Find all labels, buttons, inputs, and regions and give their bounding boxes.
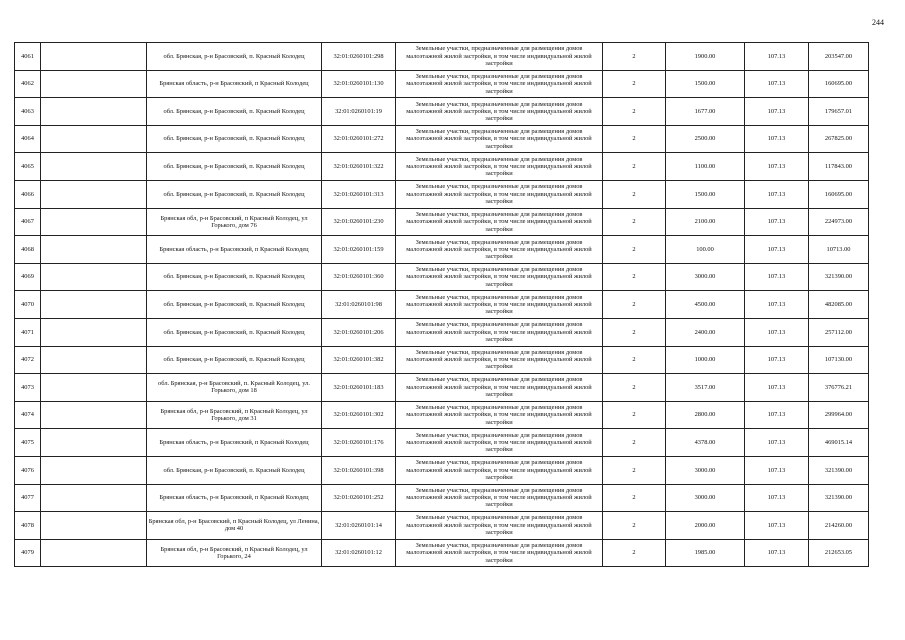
- land-use-cell: Земельные участки, предназначенные для размещения домов малоэтажной жилой застройки, в том числе индивидуальной жилой застройки: [396, 374, 603, 402]
- address-cell: обл. Брянская, р-н Брасовский, п. Красный Колодец: [147, 98, 322, 126]
- group-cell: 2: [603, 512, 666, 540]
- table-row: [15, 456, 869, 484]
- area-cell: 1500.00: [666, 180, 745, 208]
- row-number-cell: 4071: [15, 318, 41, 346]
- land-use-cell: Земельные участки, предназначенные для размещения домов малоэтажной жилой застройки, в том числе индивидуальной жилой застройки: [396, 180, 603, 208]
- address-cell: обл. Брянская, р-н Брасовский, п. Красный Колодец, ул. Горького, дом 18: [147, 374, 322, 402]
- area-cell: 4378.00: [666, 429, 745, 457]
- blank-cell: [41, 401, 147, 429]
- cadastral-number-cell: 32:01:0260101:98: [322, 291, 396, 319]
- cadastral-number-cell: 32:01:0260101:19: [322, 98, 396, 126]
- land-use-cell: Земельные участки, предназначенные для размещения домов малоэтажной жилой застройки, в том числе индивидуальной жилой застройки: [396, 153, 603, 181]
- land-use-cell: Земельные участки, предназначенные для размещения домов малоэтажной жилой застройки, в том числе индивидуальной жилой застройки: [396, 70, 603, 98]
- land-use-cell: Земельные участки, предназначенные для размещения домов малоэтажной жилой застройки, в том числе индивидуальной жилой застройки: [396, 456, 603, 484]
- specific-value-cell: 107.13: [745, 401, 809, 429]
- cadastral-value-cell: 299964.00: [809, 401, 869, 429]
- area-cell: 3000.00: [666, 456, 745, 484]
- page-number: 244: [872, 18, 884, 27]
- table-row: [15, 346, 869, 374]
- address-cell: Брянская область, р-н Брасовский, п Красный Колодец: [147, 429, 322, 457]
- blank-cell: [41, 318, 147, 346]
- address-cell: Брянская обл, р-н Брасовский, п Красный Колодец, ул Горького, дом 31: [147, 401, 322, 429]
- land-use-cell: Земельные участки, предназначенные для размещения домов малоэтажной жилой застройки, в том числе индивидуальной жилой застройки: [396, 429, 603, 457]
- blank-cell: [41, 153, 147, 181]
- area-cell: 1100.00: [666, 153, 745, 181]
- cadastral-value-cell: 321390.00: [809, 263, 869, 291]
- row-number-cell: 4076: [15, 456, 41, 484]
- specific-value-cell: 107.13: [745, 374, 809, 402]
- address-cell: Брянская область, р-н Брасовский, п Красный Колодец: [147, 70, 322, 98]
- blank-cell: [41, 70, 147, 98]
- blank-cell: [41, 98, 147, 126]
- table-row: [15, 484, 869, 512]
- group-cell: 2: [603, 125, 666, 153]
- table-row: [15, 98, 869, 126]
- land-use-cell: Земельные участки, предназначенные для размещения домов малоэтажной жилой застройки, в том числе индивидуальной жилой застройки: [396, 512, 603, 540]
- address-cell: обл. Брянская, р-н Брасовский, п. Красный Колодец: [147, 318, 322, 346]
- cadastral-value-cell: 321390.00: [809, 484, 869, 512]
- cadastral-number-cell: 32:01:0260101:302: [322, 401, 396, 429]
- cadastral-value-cell: 321390.00: [809, 456, 869, 484]
- table-row: [15, 374, 869, 402]
- group-cell: 2: [603, 208, 666, 236]
- address-cell: обл. Брянская, р-н Брасовский, п. Красный Колодец: [147, 346, 322, 374]
- row-number-cell: 4069: [15, 263, 41, 291]
- specific-value-cell: 107.13: [745, 429, 809, 457]
- land-use-cell: Земельные участки, предназначенные для размещения домов малоэтажной жилой застройки, в том числе индивидуальной жилой застройки: [396, 236, 603, 264]
- address-cell: Брянская обл, р-н Брасовский, п Красный Колодец, ул Горького, дом 76: [147, 208, 322, 236]
- cadastral-value-cell: 224973.00: [809, 208, 869, 236]
- table-row: [15, 125, 869, 153]
- land-use-cell: Земельные участки, предназначенные для размещения домов малоэтажной жилой застройки, в том числе индивидуальной жилой застройки: [396, 263, 603, 291]
- table-row: [15, 263, 869, 291]
- table-row: [15, 429, 869, 457]
- address-cell: обл. Брянская, р-н Брасовский, п. Красный Колодец: [147, 43, 322, 71]
- group-cell: 2: [603, 70, 666, 98]
- group-cell: 2: [603, 484, 666, 512]
- specific-value-cell: 107.13: [745, 153, 809, 181]
- cadastral-number-cell: 32:01:0260101:313: [322, 180, 396, 208]
- row-number-cell: 4072: [15, 346, 41, 374]
- cadastral-value-cell: 160695.00: [809, 180, 869, 208]
- specific-value-cell: 107.13: [745, 70, 809, 98]
- cadastral-value-cell: 376776.21: [809, 374, 869, 402]
- blank-cell: [41, 125, 147, 153]
- cadastral-number-cell: 32:01:0260101:206: [322, 318, 396, 346]
- blank-cell: [41, 236, 147, 264]
- land-use-cell: Земельные участки, предназначенные для размещения домов малоэтажной жилой застройки, в том числе индивидуальной жилой застройки: [396, 125, 603, 153]
- cadastral-number-cell: 32:01:0260101:183: [322, 374, 396, 402]
- land-register-table: [14, 42, 869, 567]
- row-number-cell: 4079: [15, 539, 41, 567]
- group-cell: 2: [603, 539, 666, 567]
- address-cell: обл. Брянская, р-н Брасовский, п. Красный Колодец: [147, 125, 322, 153]
- cadastral-value-cell: 10713.00: [809, 236, 869, 264]
- table-row: [15, 539, 869, 567]
- row-number-cell: 4061: [15, 43, 41, 71]
- area-cell: 1677.00: [666, 98, 745, 126]
- cadastral-value-cell: 117843.00: [809, 153, 869, 181]
- land-use-cell: Земельные участки, предназначенные для размещения домов малоэтажной жилой застройки, в том числе индивидуальной жилой застройки: [396, 98, 603, 126]
- area-cell: 2000.00: [666, 512, 745, 540]
- land-use-cell: Земельные участки, предназначенные для размещения домов малоэтажной жилой застройки, в том числе индивидуальной жилой застройки: [396, 401, 603, 429]
- row-number-cell: 4073: [15, 374, 41, 402]
- row-number-cell: 4064: [15, 125, 41, 153]
- blank-cell: [41, 346, 147, 374]
- row-number-cell: 4078: [15, 512, 41, 540]
- address-cell: обл. Брянская, р-н Брасовский, п. Красный Колодец: [147, 291, 322, 319]
- group-cell: 2: [603, 263, 666, 291]
- cadastral-number-cell: 32:01:0260101:14: [322, 512, 396, 540]
- specific-value-cell: 107.13: [745, 318, 809, 346]
- group-cell: 2: [603, 374, 666, 402]
- area-cell: 100.00: [666, 236, 745, 264]
- specific-value-cell: 107.13: [745, 98, 809, 126]
- table-row: [15, 43, 869, 71]
- group-cell: 2: [603, 291, 666, 319]
- land-use-cell: Земельные участки, предназначенные для размещения домов малоэтажной жилой застройки, в том числе индивидуальной жилой застройки: [396, 539, 603, 567]
- blank-cell: [41, 208, 147, 236]
- table-row: [15, 153, 869, 181]
- row-number-cell: 4062: [15, 70, 41, 98]
- cadastral-value-cell: 267825.00: [809, 125, 869, 153]
- address-cell: Брянская область, р-н Брасовский, п Красный Колодец: [147, 484, 322, 512]
- cadastral-number-cell: 32:01:0260101:12: [322, 539, 396, 567]
- blank-cell: [41, 291, 147, 319]
- specific-value-cell: 107.13: [745, 43, 809, 71]
- table-row: [15, 318, 869, 346]
- blank-cell: [41, 180, 147, 208]
- specific-value-cell: 107.13: [745, 484, 809, 512]
- table-row: [15, 180, 869, 208]
- register-body: [15, 43, 869, 567]
- specific-value-cell: 107.13: [745, 208, 809, 236]
- specific-value-cell: 107.13: [745, 236, 809, 264]
- blank-cell: [41, 429, 147, 457]
- cadastral-number-cell: 32:01:0260101:176: [322, 429, 396, 457]
- area-cell: 2800.00: [666, 401, 745, 429]
- cadastral-number-cell: 32:01:0260101:130: [322, 70, 396, 98]
- table-row: [15, 512, 869, 540]
- row-number-cell: 4074: [15, 401, 41, 429]
- area-cell: 1000.00: [666, 346, 745, 374]
- blank-cell: [41, 374, 147, 402]
- group-cell: 2: [603, 98, 666, 126]
- blank-cell: [41, 456, 147, 484]
- group-cell: 2: [603, 236, 666, 264]
- land-use-cell: Земельные участки, предназначенные для размещения домов малоэтажной жилой застройки, в том числе индивидуальной жилой застройки: [396, 43, 603, 71]
- cadastral-value-cell: 212653.05: [809, 539, 869, 567]
- cadastral-value-cell: 179657.01: [809, 98, 869, 126]
- cadastral-value-cell: 107130.00: [809, 346, 869, 374]
- address-cell: обл. Брянская, р-н Брасовский, п. Красный Колодец: [147, 263, 322, 291]
- cadastral-value-cell: 482085.00: [809, 291, 869, 319]
- specific-value-cell: 107.13: [745, 512, 809, 540]
- group-cell: 2: [603, 401, 666, 429]
- cadastral-value-cell: 203547.00: [809, 43, 869, 71]
- row-number-cell: 4063: [15, 98, 41, 126]
- address-cell: Брянская обл, р-н Брасовский, п Красный Колодец, ул Горького, 24: [147, 539, 322, 567]
- cadastral-number-cell: 32:01:0260101:382: [322, 346, 396, 374]
- cadastral-value-cell: 214260.00: [809, 512, 869, 540]
- cadastral-value-cell: 257112.00: [809, 318, 869, 346]
- table-row: [15, 401, 869, 429]
- address-cell: обл. Брянская, р-н Брасовский, п. Красный Колодец: [147, 153, 322, 181]
- land-use-cell: Земельные участки, предназначенные для размещения домов малоэтажной жилой застройки, в том числе индивидуальной жилой застройки: [396, 484, 603, 512]
- row-number-cell: 4077: [15, 484, 41, 512]
- group-cell: 2: [603, 153, 666, 181]
- area-cell: 3000.00: [666, 484, 745, 512]
- cadastral-value-cell: 469015.14: [809, 429, 869, 457]
- cadastral-number-cell: 32:01:0260101:360: [322, 263, 396, 291]
- specific-value-cell: 107.13: [745, 263, 809, 291]
- land-use-cell: Земельные участки, предназначенные для размещения домов малоэтажной жилой застройки, в том числе индивидуальной жилой застройки: [396, 318, 603, 346]
- cadastral-number-cell: 32:01:0260101:272: [322, 125, 396, 153]
- specific-value-cell: 107.13: [745, 291, 809, 319]
- blank-cell: [41, 512, 147, 540]
- area-cell: 2100.00: [666, 208, 745, 236]
- specific-value-cell: 107.13: [745, 180, 809, 208]
- cadastral-number-cell: 32:01:0260101:398: [322, 456, 396, 484]
- area-cell: 3000.00: [666, 263, 745, 291]
- group-cell: 2: [603, 43, 666, 71]
- blank-cell: [41, 263, 147, 291]
- land-use-cell: Земельные участки, предназначенные для размещения домов малоэтажной жилой застройки, в том числе индивидуальной жилой застройки: [396, 291, 603, 319]
- table-row: [15, 236, 869, 264]
- specific-value-cell: 107.13: [745, 125, 809, 153]
- row-number-cell: 4065: [15, 153, 41, 181]
- blank-cell: [41, 484, 147, 512]
- area-cell: 3517.00: [666, 374, 745, 402]
- cadastral-value-cell: 160695.00: [809, 70, 869, 98]
- row-number-cell: 4066: [15, 180, 41, 208]
- area-cell: 2400.00: [666, 318, 745, 346]
- cadastral-number-cell: 32:01:0260101:230: [322, 208, 396, 236]
- table-row: [15, 208, 869, 236]
- group-cell: 2: [603, 318, 666, 346]
- cadastral-number-cell: 32:01:0260101:298: [322, 43, 396, 71]
- group-cell: 2: [603, 429, 666, 457]
- blank-cell: [41, 43, 147, 71]
- group-cell: 2: [603, 346, 666, 374]
- land-use-cell: Земельные участки, предназначенные для размещения домов малоэтажной жилой застройки, в том числе индивидуальной жилой застройки: [396, 208, 603, 236]
- group-cell: 2: [603, 456, 666, 484]
- specific-value-cell: 107.13: [745, 456, 809, 484]
- area-cell: 1900.00: [666, 43, 745, 71]
- group-cell: 2: [603, 180, 666, 208]
- cadastral-number-cell: 32:01:0260101:159: [322, 236, 396, 264]
- row-number-cell: 4068: [15, 236, 41, 264]
- area-cell: 2500.00: [666, 125, 745, 153]
- area-cell: 4500.00: [666, 291, 745, 319]
- blank-cell: [41, 539, 147, 567]
- specific-value-cell: 107.13: [745, 346, 809, 374]
- address-cell: обл. Брянская, р-н Брасовский, п. Красный Колодец: [147, 180, 322, 208]
- address-cell: обл. Брянская, р-н Брасовский, п. Красный Колодец: [147, 456, 322, 484]
- area-cell: 1985.00: [666, 539, 745, 567]
- specific-value-cell: 107.13: [745, 539, 809, 567]
- table-row: [15, 291, 869, 319]
- row-number-cell: 4075: [15, 429, 41, 457]
- row-number-cell: 4067: [15, 208, 41, 236]
- table-row: [15, 70, 869, 98]
- address-cell: Брянская область, р-н Брасовский, п Красный Колодец: [147, 236, 322, 264]
- row-number-cell: 4070: [15, 291, 41, 319]
- area-cell: 1500.00: [666, 70, 745, 98]
- cadastral-number-cell: 32:01:0260101:322: [322, 153, 396, 181]
- address-cell: Брянская обл, р-н Брасовский, п Красный Колодец, ул Ленина, дом 40: [147, 512, 322, 540]
- land-use-cell: Земельные участки, предназначенные для размещения домов малоэтажной жилой застройки, в том числе индивидуальной жилой застройки: [396, 346, 603, 374]
- cadastral-number-cell: 32:01:0260101:252: [322, 484, 396, 512]
